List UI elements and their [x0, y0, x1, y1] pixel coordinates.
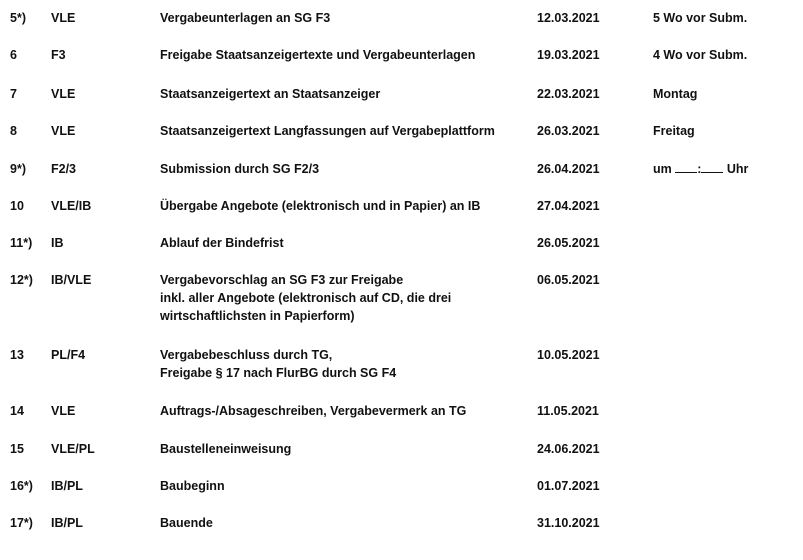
row-task-line: wirtschaftlichsten in Papierform) — [160, 309, 355, 323]
row-responsible: VLE/IB — [51, 199, 92, 213]
row-note: Montag — [653, 87, 698, 101]
row-responsible: VLE — [51, 11, 76, 25]
row-number: 11*) — [10, 236, 33, 250]
row-task-line: Übergabe Angebote (elektronisch und in Papier) an IB — [160, 199, 481, 213]
row-number: 9*) — [10, 162, 26, 176]
row-date: 26.04.2021 — [537, 162, 600, 176]
row-task — [160, 514, 213, 532]
row-responsible: F3 — [51, 48, 66, 62]
row-date: 27.04.2021 — [537, 199, 600, 213]
row-number: 8 — [10, 124, 17, 138]
row-date: 10.05.2021 — [537, 348, 600, 362]
time-suffix: Uhr — [726, 162, 749, 176]
row-date: 11.05.2021 — [537, 404, 599, 418]
row-task-line: inkl. aller Angebote (elektronisch auf CD, die drei — [160, 291, 452, 305]
row-number: 5*) — [10, 11, 26, 25]
row-number: 15 — [10, 442, 24, 456]
row-task-line: Baustelleneinweisung — [160, 442, 292, 456]
row-task-line: Staatsanzeigertext an Staatsanzeiger — [160, 87, 381, 101]
row-task-line: Freigabe Staatsanzeigertexte und Vergabeunterlagen — [160, 48, 476, 62]
row-number: 13 — [10, 348, 24, 362]
row-date: 01.07.2021 — [537, 479, 600, 493]
row-task-line: Freigabe § 17 nach FlurBG durch SG F4 — [160, 366, 397, 380]
row-task — [160, 9, 330, 27]
row-task — [160, 346, 396, 382]
row-note: 4 Wo vor Subm. — [653, 48, 748, 62]
row-responsible: F2/3 — [51, 162, 77, 176]
row-task — [160, 122, 495, 140]
hour-blank — [675, 160, 697, 173]
row-responsible: VLE — [51, 404, 76, 418]
row-task — [160, 85, 380, 103]
row-date: 12.03.2021 — [537, 11, 600, 25]
row-task — [160, 46, 475, 64]
row-responsible: IB/PL — [51, 516, 83, 530]
row-task-line: Auftrags-/Absageschreiben, Vergabevermerk an TG — [160, 404, 467, 418]
row-number: 17*) — [10, 516, 33, 530]
row-number: 7 — [10, 87, 17, 101]
row-task-line: Vergabevorschlag an SG F3 zur Freigabe — [160, 273, 404, 287]
row-task — [160, 197, 480, 215]
row-responsible: VLE/PL — [51, 442, 95, 456]
row-task-line: Vergabeunterlagen an SG F3 — [160, 11, 331, 25]
row-task-line: Baubeginn — [160, 479, 225, 493]
row-task-line: Bauende — [160, 516, 213, 530]
time-separator: : — [697, 162, 702, 176]
row-date: 19.03.2021 — [537, 48, 600, 62]
row-date: 22.03.2021 — [537, 87, 600, 101]
row-task — [160, 402, 466, 420]
row-note: 5 Wo vor Subm. — [653, 11, 748, 25]
row-responsible: PL/F4 — [51, 348, 86, 362]
row-number: 16*) — [10, 479, 33, 493]
row-date: 06.05.2021 — [537, 273, 600, 287]
row-number: 12*) — [10, 273, 33, 287]
row-task-line: Submission durch SG F2/3 — [160, 162, 320, 176]
row-date: 26.05.2021 — [537, 236, 600, 250]
row-responsible: IB/VLE — [51, 273, 92, 287]
row-responsible: IB/PL — [51, 479, 83, 493]
minute-blank — [701, 160, 723, 173]
row-number: 6 — [10, 48, 17, 62]
row-date: 31.10.2021 — [537, 516, 600, 530]
submission-time-field — [653, 160, 748, 178]
row-task — [160, 477, 225, 495]
row-number: 10 — [10, 199, 24, 213]
row-task — [160, 440, 291, 458]
row-date: 26.03.2021 — [537, 124, 600, 138]
row-task — [160, 271, 451, 325]
row-responsible: VLE — [51, 87, 76, 101]
row-number: 14 — [10, 404, 24, 418]
row-task — [160, 234, 284, 252]
row-responsible: VLE — [51, 124, 76, 138]
row-note: Freitag — [653, 124, 695, 138]
row-task-line: Vergabebeschluss durch TG, — [160, 348, 333, 362]
time-prefix: um — [653, 162, 672, 176]
row-task-line: Ablauf der Bindefrist — [160, 236, 284, 250]
row-task — [160, 160, 319, 178]
row-responsible: IB — [51, 236, 64, 250]
row-task-line: Staatsanzeigertext Langfassungen auf Vergabeplattform — [160, 124, 495, 138]
row-date: 24.06.2021 — [537, 442, 600, 456]
